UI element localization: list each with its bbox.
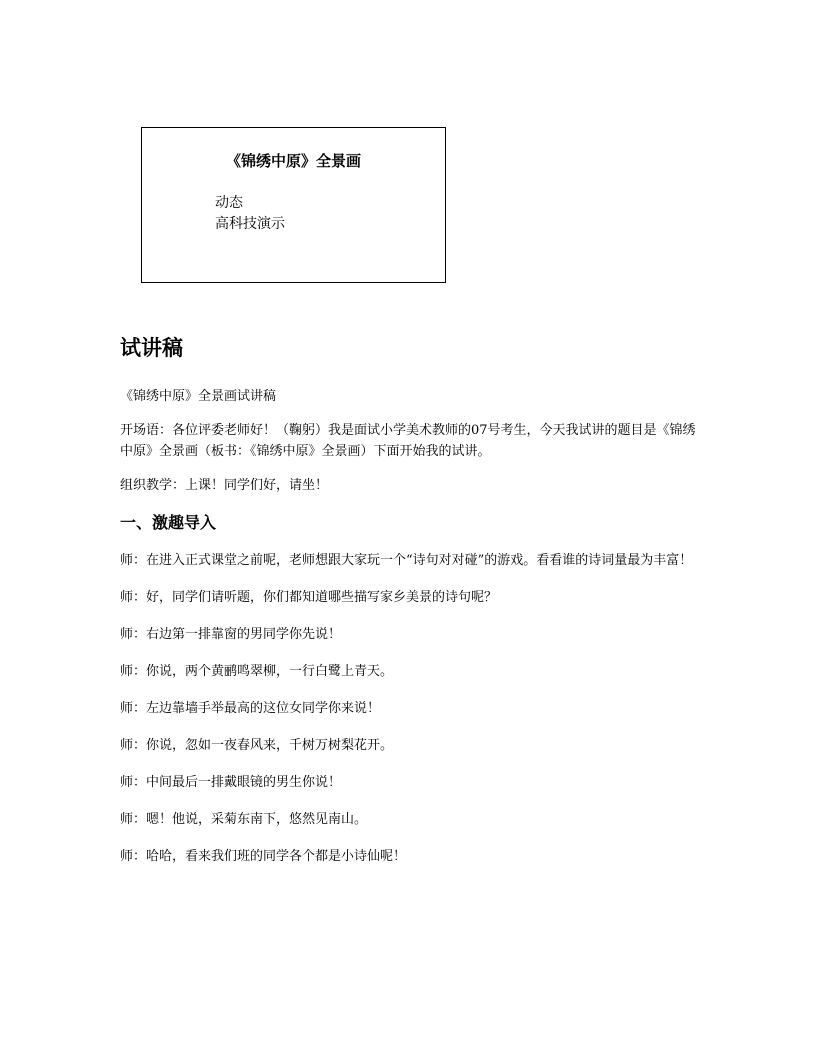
board-title: 《锦绣中原》全景画 — [225, 152, 361, 170]
dialogue-line: 师：右边第一排靠窗的男同学你先说！ — [120, 627, 342, 642]
blackboard-diagram — [141, 127, 446, 283]
dialogue-line: 师：中间最后一排戴眼镜的男生你说！ — [120, 775, 342, 790]
dialogue-line: 师：左边靠墙手举最高的这位女同学你来说！ — [120, 701, 381, 716]
board-note: 高科技演示 — [215, 216, 285, 232]
dialogue-line: 师：在进入正式课堂之前呢，老师想跟大家玩一个“诗句对对碰”的游戏。看看谁的诗词量最为丰富！ — [120, 553, 693, 568]
section-heading: 一、激趣导入 — [120, 513, 217, 532]
document-body — [120, 333, 700, 883]
board-notes — [215, 193, 285, 235]
document-subtitle: 《锦绣中原》全景画试讲稿 — [120, 389, 277, 404]
dialogue-line: 师：你说，两个黄鹂鸣翠柳，一行白鹭上青天。 — [120, 664, 394, 679]
dialogue-list — [120, 550, 700, 867]
opening-paragraph: 开场语：各位评委老师好！（鞠躬）我是面试小学美术教师的07号考生，今天我试讲的题目是《锦绣中原》全景画（板书：《锦绣中原》全景画）下面开始我的试讲。 — [120, 423, 696, 459]
dialogue-line: 师：嗯！他说，采菊东南下，悠然见南山。 — [120, 812, 368, 827]
page-title: 试讲稿 — [120, 336, 183, 360]
board-note: 动态 — [215, 195, 243, 211]
organize-paragraph: 组织教学：上课！同学们好，请坐！ — [120, 478, 329, 493]
dialogue-line: 师：哈哈，看来我们班的同学各个都是小诗仙呢！ — [120, 849, 407, 864]
dialogue-line: 师：好，同学们请听题，你们都知道哪些描写家乡美景的诗句呢？ — [120, 590, 498, 605]
dialogue-line: 师：你说，忽如一夜春风来，千树万树梨花开。 — [120, 738, 394, 753]
